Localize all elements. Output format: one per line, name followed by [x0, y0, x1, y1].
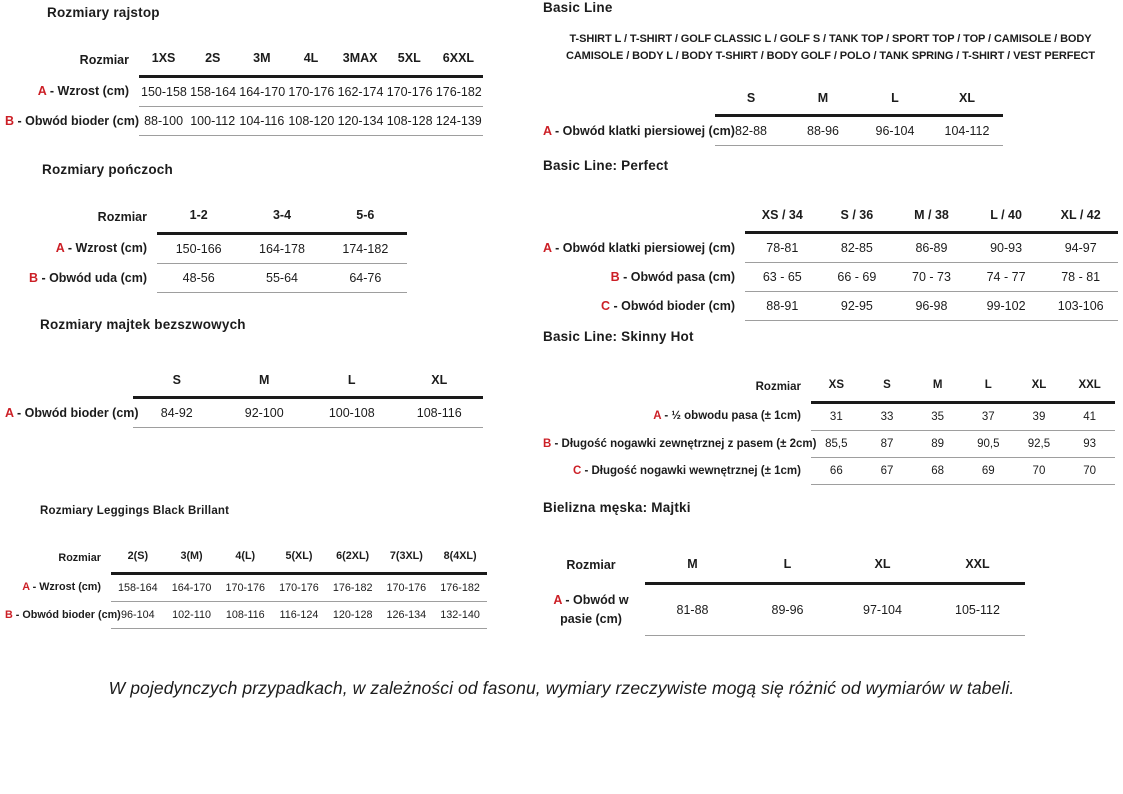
size-value: 132-140 [433, 601, 487, 628]
size-value: 96-104 [111, 601, 165, 628]
column-header: 1XS [139, 46, 188, 76]
size-value: 88-96 [787, 116, 859, 146]
size-value: 126-134 [380, 601, 434, 628]
size-value: 162-174 [336, 76, 385, 106]
size-value: 63 - 65 [745, 263, 820, 292]
section-title: Rozmiary majtek bezszwowych [40, 317, 246, 332]
size-value: 67 [862, 457, 913, 484]
size-table [5, 46, 483, 136]
column-header: XS / 34 [745, 203, 820, 233]
dimension-letter: C [572, 464, 582, 477]
corner-label [543, 86, 715, 116]
size-value: 92-95 [820, 292, 895, 321]
column-header: 6XXL [434, 46, 483, 76]
size-value: 94-97 [1043, 233, 1118, 263]
header-row [543, 374, 1115, 402]
section-title: Rozmiary pończoch [42, 162, 173, 177]
column-header: 4(L) [218, 545, 272, 573]
section-rozmiary-leggings-black-brillant [5, 505, 487, 629]
column-header: 3-4 [240, 203, 323, 233]
column-header: XL [931, 86, 1003, 116]
size-value: 104-116 [237, 106, 286, 135]
size-value: 89-96 [740, 584, 835, 636]
column-header: 3(M) [165, 545, 219, 573]
column-header: M [645, 549, 740, 584]
size-value: 170-176 [380, 573, 434, 601]
size-value: 108-116 [396, 398, 484, 428]
size-table [543, 86, 1003, 146]
row-label: B - Obwód bioder (cm) [5, 608, 121, 621]
section-rozmiary-rajstop [5, 5, 483, 136]
column-header: XL / 42 [1043, 203, 1118, 233]
column-header: L / 40 [969, 203, 1044, 233]
corner-label: Rozmiar [58, 552, 101, 564]
size-value: 158-164 [188, 76, 237, 106]
column-header: XL [1014, 374, 1065, 402]
size-value: 108-116 [218, 601, 272, 628]
corner-label: Rozmiar [566, 558, 616, 572]
size-value: 99-102 [969, 292, 1044, 321]
size-value: 108-128 [385, 106, 434, 135]
size-table [543, 549, 1025, 636]
corner-label [5, 368, 133, 398]
section-basic-line-perfect [543, 158, 1118, 321]
row-label: B - Obwód pasa (cm) [610, 270, 735, 284]
size-value: 116-124 [272, 601, 326, 628]
size-table [5, 368, 483, 428]
header-row [5, 368, 483, 398]
dimension-letter: B [543, 437, 552, 450]
size-value: 78 - 81 [1043, 263, 1118, 292]
table-row [543, 457, 1115, 484]
dimension-letter: B [610, 270, 620, 284]
table-row [543, 116, 1003, 146]
size-value: 120-128 [326, 601, 380, 628]
column-header: M [912, 374, 963, 402]
size-value: 170-176 [272, 573, 326, 601]
size-value: 70 [1064, 457, 1115, 484]
size-value: 164-170 [237, 76, 286, 106]
header-row [5, 545, 487, 573]
size-table [5, 203, 407, 293]
section-title: Basic Line: Skinny Hot [543, 329, 694, 344]
column-header: S [133, 368, 221, 398]
size-value: 82-88 [715, 116, 787, 146]
size-value: 150-158 [139, 76, 188, 106]
size-value: 108-120 [286, 106, 335, 135]
size-value: 66 - 69 [820, 263, 895, 292]
column-header: 3M [237, 46, 286, 76]
table-row [5, 263, 407, 292]
table-row [543, 430, 1115, 457]
dimension-letter: C [600, 299, 610, 313]
row-label: A - Wzrost (cm) [37, 84, 129, 98]
column-header: 4L [286, 46, 335, 76]
size-table [5, 545, 487, 629]
table-row [5, 573, 487, 601]
size-value: 104-112 [931, 116, 1003, 146]
dimension-letter: A [543, 240, 552, 255]
size-value: 158-164 [111, 573, 165, 601]
dimension-letter: B [5, 608, 13, 621]
column-header: XS [811, 374, 862, 402]
size-value: 96-104 [859, 116, 931, 146]
column-header: XXL [930, 549, 1025, 584]
column-header: 5(XL) [272, 545, 326, 573]
table-row [5, 233, 407, 263]
row-label: B - Obwód uda (cm) [28, 270, 147, 285]
size-value: 170-176 [385, 76, 434, 106]
size-value: 70 [1014, 457, 1065, 484]
table-row [543, 233, 1118, 263]
size-value: 85,5 [811, 430, 862, 457]
size-value: 176-182 [326, 573, 380, 601]
column-header: L [859, 86, 931, 116]
dimension-letter: A [5, 405, 14, 420]
table-row [543, 584, 1025, 636]
row-label: B - Długość nogawki zewnętrznej z pasem (± 2cm) [543, 437, 817, 450]
table-row [543, 292, 1118, 321]
row-label: A - Obwód klatki piersiowej (cm) [543, 123, 735, 138]
table-row [543, 263, 1118, 292]
column-header: 1-2 [157, 203, 240, 233]
table-row [5, 398, 483, 428]
size-value: 90-93 [969, 233, 1044, 263]
table-row [5, 106, 483, 135]
column-header: 2(S) [111, 545, 165, 573]
table-row [543, 402, 1115, 430]
size-value: 164-170 [165, 573, 219, 601]
size-value: 33 [862, 402, 913, 430]
size-value: 170-176 [286, 76, 335, 106]
dimension-letter: A [553, 592, 562, 607]
dimension-letter: A [37, 84, 47, 98]
size-table [543, 203, 1118, 321]
dimension-letter: A [22, 581, 30, 593]
corner-label [543, 203, 745, 233]
column-header: 7(3XL) [380, 545, 434, 573]
table-row [5, 601, 487, 628]
size-value: 100-112 [188, 106, 237, 135]
column-header: 3MAX [336, 46, 385, 76]
column-header: XL [835, 549, 930, 584]
size-value: 35 [912, 402, 963, 430]
size-value: 89 [912, 430, 963, 457]
dimension-letter: B [28, 270, 38, 285]
size-value: 82-85 [820, 233, 895, 263]
header-row [543, 86, 1003, 116]
column-header: XL [396, 368, 484, 398]
column-header: 2S [188, 46, 237, 76]
corner-label: Rozmiar [79, 53, 129, 67]
column-header: L [963, 374, 1014, 402]
size-value: 41 [1064, 402, 1115, 430]
size-value: 100-108 [308, 398, 396, 428]
size-value: 164-178 [240, 233, 323, 263]
size-value: 88-91 [745, 292, 820, 321]
size-value: 31 [811, 402, 862, 430]
dimension-letter: B [5, 113, 15, 128]
row-label: A - ½ obwodu pasa (± 1cm) [653, 410, 801, 422]
size-value: 96-98 [894, 292, 969, 321]
section-bielizna-meska-majtki [543, 500, 1025, 636]
product-list: T-SHIRT L / T-SHIRT / GOLF CLASSIC L / GOLF S / TANK TOP / SPORT TOP / TOP / CAMISOLE / BODY CAMISOLE / BODY L / BODY T-SHIRT / BODY GOLF / POLO / TANK SPRING / T-SHIRT / VEST PERFECT [565, 33, 1096, 62]
section-rozmiary-majtek-bezszwowych [5, 317, 483, 428]
dimension-letter: A [653, 410, 662, 422]
column-header: XXL [1064, 374, 1115, 402]
column-header: M / 38 [894, 203, 969, 233]
size-value: 120-134 [336, 106, 385, 135]
column-header: 5XL [385, 46, 434, 76]
size-value: 93 [1064, 430, 1115, 457]
size-value: 170-176 [218, 573, 272, 601]
size-value: 74 - 77 [969, 263, 1044, 292]
size-value: 84-92 [133, 398, 221, 428]
column-header: M [787, 86, 859, 116]
size-value: 174-182 [324, 233, 407, 263]
size-value: 92,5 [1014, 430, 1065, 457]
size-value: 88-100 [139, 106, 188, 135]
row-label: A - Obwód bioder (cm) [5, 405, 139, 420]
size-value: 124-139 [434, 106, 483, 135]
section-basic-line [543, 0, 1118, 146]
size-table [543, 374, 1115, 485]
column-header: L [308, 368, 396, 398]
section-title: Basic Line: Perfect [543, 158, 669, 173]
section-title: Rozmiary rajstop [47, 5, 160, 20]
dimension-letter: A [543, 123, 552, 138]
table-row [5, 76, 483, 106]
section-title: Basic Line [543, 0, 613, 15]
size-value: 176-182 [434, 76, 483, 106]
row-label: A - Wzrost (cm) [22, 581, 101, 593]
size-value: 39 [1014, 402, 1065, 430]
size-value: 55-64 [240, 263, 323, 292]
column-header: L [740, 549, 835, 584]
column-header: S [715, 86, 787, 116]
size-value: 81-88 [645, 584, 740, 636]
size-value: 102-110 [165, 601, 219, 628]
size-value: 90,5 [963, 430, 1014, 457]
size-value: 64-76 [324, 263, 407, 292]
disclaimer-note: W pojedynczych przypadkach, w zależności od fasonu, wymiary rzeczywiste mogą się różnić od wymiarów w tabeli. [108, 678, 1015, 698]
column-header: S [862, 374, 913, 402]
section-rozmiary-ponczoch [5, 162, 407, 293]
size-value: 92-100 [221, 398, 309, 428]
size-value: 86-89 [894, 233, 969, 263]
header-row [543, 549, 1025, 584]
column-header: 6(2XL) [326, 545, 380, 573]
section-title: Bielizna męska: Majtki [543, 500, 691, 515]
size-value: 150-166 [157, 233, 240, 263]
header-row [543, 203, 1118, 233]
size-value: 69 [963, 457, 1014, 484]
header-row [5, 203, 407, 233]
row-label: A - Wzrost (cm) [55, 241, 147, 255]
size-value: 103-106 [1043, 292, 1118, 321]
row-label: B - Obwód bioder (cm) [5, 113, 140, 128]
size-value: 78-81 [745, 233, 820, 263]
header-row [5, 46, 483, 76]
row-label: A - Obwód w pasie (cm) [553, 592, 629, 626]
row-label: C - Długość nogawki wewnętrznej (± 1cm) [572, 464, 801, 477]
size-value: 68 [912, 457, 963, 484]
size-value: 97-104 [835, 584, 930, 636]
size-value: 176-182 [433, 573, 487, 601]
section-basic-line-skinny-hot [543, 329, 1115, 485]
size-value: 87 [862, 430, 913, 457]
column-header: M [221, 368, 309, 398]
size-value: 48-56 [157, 263, 240, 292]
size-value: 105-112 [930, 584, 1025, 636]
corner-label: Rozmiar [97, 210, 147, 224]
row-label: C - Obwód bioder (cm) [600, 299, 735, 313]
size-value: 37 [963, 402, 1014, 430]
column-header: S / 36 [820, 203, 895, 233]
corner-label: Rozmiar [755, 381, 801, 393]
row-label: A - Obwód klatki piersiowej (cm) [543, 240, 735, 255]
size-value: 66 [811, 457, 862, 484]
size-value: 70 - 73 [894, 263, 969, 292]
section-title: Rozmiary Leggings Black Brillant [40, 505, 230, 517]
column-header: 5-6 [324, 203, 407, 233]
column-header: 8(4XL) [433, 545, 487, 573]
dimension-letter: A [55, 241, 65, 255]
